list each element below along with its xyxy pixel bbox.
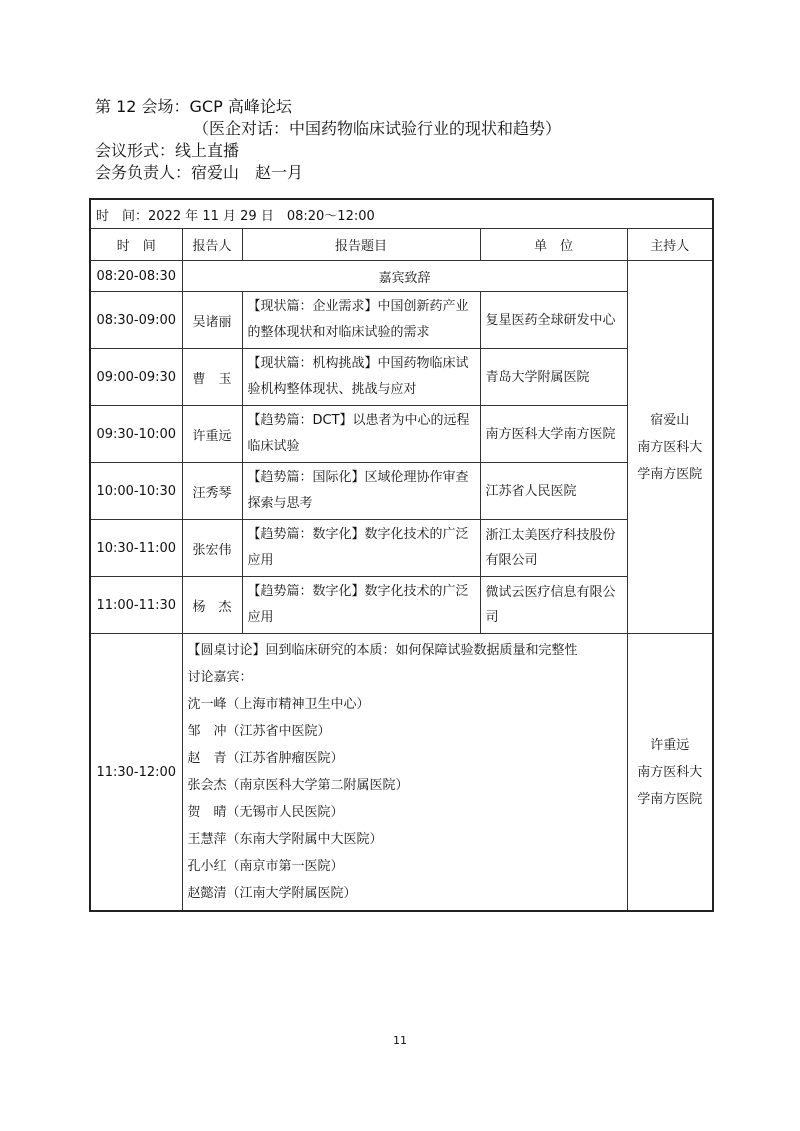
roundtable-row <box>90 634 713 912</box>
date-row <box>90 199 713 229</box>
title-cell: 【现状篇：机构挑战】中国药物临床试验机构整体现状、挑战与应对 <box>242 349 480 406</box>
guest-item: 沈一峰（上海市精神卫生中心） <box>187 696 370 712</box>
time-cell: 10:00-10:30 <box>90 463 182 520</box>
unit-cell: 浙江太美医疗科技股份有限公司 <box>480 520 627 577</box>
guest-item: 孔小红（南京市第一医院） <box>187 858 344 874</box>
header-unit: 单 位 <box>480 229 627 261</box>
title-cell: 【趋势篇：DCT】以患者为中心的远程临床试验 <box>242 406 480 463</box>
speaker-cell: 曹 玉 <box>182 349 242 406</box>
time-cell: 08:20-08:30 <box>90 261 182 292</box>
table-row <box>90 577 713 634</box>
table-row <box>90 520 713 577</box>
roundtable-content <box>182 634 627 912</box>
date-info: 时 间：2022 年 11 月 29 日 08:20～12:00 <box>90 199 713 229</box>
guest-item: 张会杰（南京医科大学第二附属医院） <box>187 777 409 793</box>
time-cell: 09:00-09:30 <box>90 349 182 406</box>
host-cell-2 <box>627 634 713 912</box>
time-cell: 10:30-11:00 <box>90 520 182 577</box>
guest-item: 邹 冲（江苏省中医院） <box>187 723 331 739</box>
host-unit-line: 学南方医院 <box>637 791 703 807</box>
time-cell: 09:30-10:00 <box>90 406 182 463</box>
header-time: 时 间 <box>90 229 182 261</box>
welcome-row <box>90 261 713 292</box>
unit-cell: 复星医药全球研发中心 <box>480 292 627 349</box>
table-row <box>90 349 713 406</box>
unit-cell: 青岛大学附属医院 <box>480 349 627 406</box>
speaker-cell: 杨 杰 <box>182 577 242 634</box>
document-header <box>95 96 735 184</box>
time-cell: 11:30-12:00 <box>90 634 182 912</box>
title-cell: 【趋势篇：国际化】区域伦理协作审查探索与思考 <box>242 463 480 520</box>
time-cell: 08:30-09:00 <box>90 292 182 349</box>
host-unit-line: 学南方医院 <box>637 466 703 482</box>
table-row <box>90 292 713 349</box>
title-cell: 【现状篇：企业需求】中国创新药产业的整体现状和对临床试验的需求 <box>242 292 480 349</box>
guest-item: 赵 青（江苏省肿瘤医院） <box>187 750 344 766</box>
welcome-text: 嘉宾致辞 <box>182 261 627 292</box>
meeting-organizers: 会务负责人：宿爱山 赵一月 <box>95 163 304 182</box>
header-speaker: 报告人 <box>182 229 242 261</box>
unit-cell: 南方医科大学南方医院 <box>480 406 627 463</box>
speaker-cell: 汪秀琴 <box>182 463 242 520</box>
schedule-table <box>89 198 714 912</box>
host-name: 许重远 <box>650 737 690 753</box>
host-name: 宿爱山 <box>650 412 690 428</box>
roundtable-topic: 【圆桌讨论】回到临床研究的本质：如何保障试验数据质量和完整性 <box>187 642 578 658</box>
host-cell-1 <box>627 261 713 634</box>
guest-item: 王慧萍（东南大学附属中大医院） <box>187 831 383 847</box>
table-row <box>90 463 713 520</box>
meeting-format: 会议形式：线上直播 <box>95 141 240 160</box>
guest-item: 赵懿清（江南大学附属医院） <box>187 885 357 901</box>
time-cell: 11:00-11:30 <box>90 577 182 634</box>
speaker-cell: 许重远 <box>182 406 242 463</box>
header-title: 报告题目 <box>242 229 480 261</box>
title-cell: 【趋势篇：数字化】数字化技术的广泛应用 <box>242 577 480 634</box>
guest-item: 贺 晴（无锡市人民医院） <box>187 804 344 820</box>
unit-cell: 江苏省人民医院 <box>480 463 627 520</box>
unit-cell: 微试云医疗信息有限公司 <box>480 577 627 634</box>
header-row <box>90 229 713 261</box>
speaker-cell: 张宏伟 <box>182 520 242 577</box>
page-number: 11 <box>393 1034 407 1047</box>
speaker-cell: 吴诸丽 <box>182 292 242 349</box>
table-row <box>90 406 713 463</box>
host-unit-line: 南方医科大 <box>637 439 703 455</box>
guests-label: 讨论嘉宾： <box>187 669 253 685</box>
header-host: 主持人 <box>627 229 713 261</box>
title-cell: 【趋势篇：数字化】数字化技术的广泛应用 <box>242 520 480 577</box>
session-title: 第 12 会场：GCP 高峰论坛 <box>95 97 292 116</box>
session-subtitle: （医企对话：中国药物临床试验行业的现状和趋势） <box>193 119 562 138</box>
host-unit-line: 南方医科大 <box>637 764 703 780</box>
